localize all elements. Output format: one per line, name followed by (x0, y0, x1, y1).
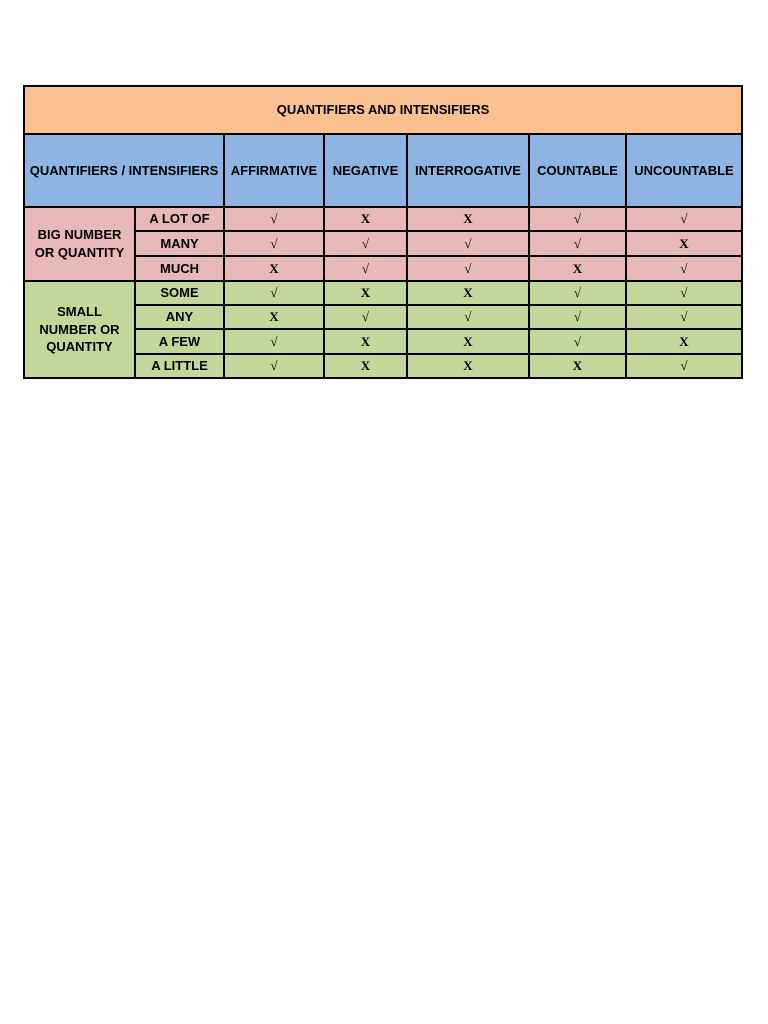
check-mark: √ (626, 256, 742, 281)
header-uncountable: UNCOUNTABLE (626, 134, 742, 207)
check-mark: √ (626, 354, 742, 378)
cross-mark: X (407, 281, 529, 305)
check-mark: √ (529, 329, 626, 354)
table-row (24, 281, 742, 305)
quantifier-term: A LOT OF (135, 207, 224, 231)
check-mark: √ (324, 305, 407, 329)
header-countable: COUNTABLE (529, 134, 626, 207)
cross-mark: X (224, 256, 324, 281)
check-mark: √ (626, 305, 742, 329)
cross-mark: X (626, 329, 742, 354)
group-label: SMALL NUMBER OR QUANTITY (24, 281, 135, 378)
check-mark: √ (224, 329, 324, 354)
quantifiers-table (23, 85, 743, 379)
header-interrogative: INTERROGATIVE (407, 134, 529, 207)
check-mark: √ (529, 305, 626, 329)
title-row (24, 86, 742, 134)
quantifier-term: A LITTLE (135, 354, 224, 378)
header-negative: NEGATIVE (324, 134, 407, 207)
check-mark: √ (324, 256, 407, 281)
check-mark: √ (407, 305, 529, 329)
cross-mark: X (407, 207, 529, 231)
quantifier-term: MUCH (135, 256, 224, 281)
header-affirmative: AFFIRMATIVE (224, 134, 324, 207)
quantifier-term: A FEW (135, 329, 224, 354)
quantifiers-sheet (23, 85, 741, 379)
check-mark: √ (626, 281, 742, 305)
check-mark: √ (626, 207, 742, 231)
check-mark: √ (324, 231, 407, 256)
check-mark: √ (407, 231, 529, 256)
table-row (24, 207, 742, 231)
check-mark: √ (224, 207, 324, 231)
check-mark: √ (224, 354, 324, 378)
cross-mark: X (529, 354, 626, 378)
check-mark: √ (529, 231, 626, 256)
quantifier-term: MANY (135, 231, 224, 256)
cross-mark: X (324, 329, 407, 354)
table-title: QUANTIFIERS AND INTENSIFIERS (24, 86, 742, 134)
quantifier-term: SOME (135, 281, 224, 305)
cross-mark: X (324, 207, 407, 231)
check-mark: √ (529, 281, 626, 305)
header-quantifiers-intensifiers: QUANTIFIERS / INTENSIFIERS (24, 134, 224, 207)
quantifier-term: ANY (135, 305, 224, 329)
check-mark: √ (407, 256, 529, 281)
check-mark: √ (224, 281, 324, 305)
cross-mark: X (529, 256, 626, 281)
check-mark: √ (529, 207, 626, 231)
cross-mark: X (407, 329, 529, 354)
cross-mark: X (324, 354, 407, 378)
cross-mark: X (626, 231, 742, 256)
cross-mark: X (224, 305, 324, 329)
check-mark: √ (224, 231, 324, 256)
cross-mark: X (324, 281, 407, 305)
cross-mark: X (407, 354, 529, 378)
group-label: BIG NUMBER OR QUANTITY (24, 207, 135, 281)
header-row (24, 134, 742, 207)
